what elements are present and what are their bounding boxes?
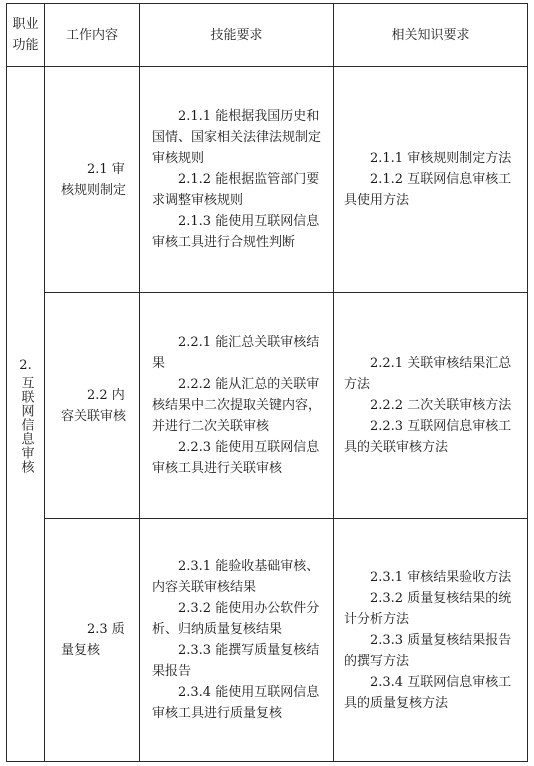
- content-text: 2.2 内容关联审核: [61, 387, 127, 424]
- knowledge-item: 2.3.3 质量复核结果报告的撰写方法: [344, 632, 512, 669]
- requirements-table: [6, 3, 528, 762]
- knowledge-item: 2.2.1 关联审核结果汇总方法: [344, 356, 512, 392]
- knowledge-cell: [334, 67, 528, 293]
- knowledge-item: 2.3.1 审核结果验收方法: [370, 569, 512, 585]
- header-skills: 技能要求: [140, 4, 334, 67]
- function-number: 2.: [19, 357, 32, 373]
- content-cell: [45, 293, 140, 519]
- skill-item: 2.3.3 能撰写质量复核结果报告: [152, 643, 320, 679]
- skill-item: 2.1.3 能使用互联网信息审核工具进行合规性判断: [152, 214, 320, 250]
- function-name: 互联网信息审核: [18, 375, 34, 474]
- knowledge-item: 2.2.3 互联网信息审核工具的关联审核方法: [344, 419, 512, 455]
- content-text: 2.1 审核规则制定: [61, 161, 127, 198]
- content-cell: [45, 67, 140, 293]
- skill-item: 2.3.4 能使用互联网信息审核工具进行质量复核: [152, 685, 320, 721]
- header-content: 工作内容: [45, 4, 140, 67]
- skill-item: 2.3.1 能验收基础审核、内容关联审核结果: [152, 559, 320, 595]
- function-cell: [7, 67, 45, 762]
- skill-item: 2.1.2 能根据监管部门要求调整审核规则: [152, 172, 320, 208]
- skill-item: 2.2.1 能汇总关联审核结果: [152, 335, 320, 371]
- table-row: [7, 293, 528, 519]
- knowledge-cell: [334, 519, 528, 762]
- skill-item: 2.1.1 能根据我国历史和国情、国家相关法律法规制定审核规则: [152, 109, 322, 166]
- header-row: [7, 4, 528, 67]
- skill-item: 2.3.2 能使用办公软件分析、归纳质量复核结果: [152, 601, 320, 637]
- skill-item: 2.2.3 能使用互联网信息审核工具进行关联审核: [152, 440, 320, 476]
- knowledge-item: 2.2.2 二次关联审核方法: [370, 398, 512, 413]
- header-knowledge: 相关知识要求: [334, 4, 528, 67]
- content-cell: [45, 519, 140, 762]
- knowledge-item: 2.1.1 审核规则制定方法: [370, 151, 512, 166]
- skills-cell: [140, 67, 334, 293]
- knowledge-item: 2.3.2 质量复核结果的统计分析方法: [344, 590, 512, 627]
- skills-cell: [140, 293, 334, 519]
- knowledge-cell: [334, 293, 528, 519]
- skills-cell: [140, 519, 334, 762]
- header-function: 职业功能: [7, 4, 45, 67]
- knowledge-item: 2.3.4 互联网信息审核工具的质量复核方法: [344, 674, 512, 711]
- table-row: [7, 519, 528, 762]
- content-text: 2.3 质量复核: [61, 622, 125, 658]
- knowledge-item: 2.1.2 互联网信息审核工具使用方法: [344, 172, 512, 208]
- skill-item: 2.2.2 能从汇总的关联审核结果中二次提取关键内容，并进行二次关联审核: [152, 377, 322, 434]
- table-row: [7, 67, 528, 293]
